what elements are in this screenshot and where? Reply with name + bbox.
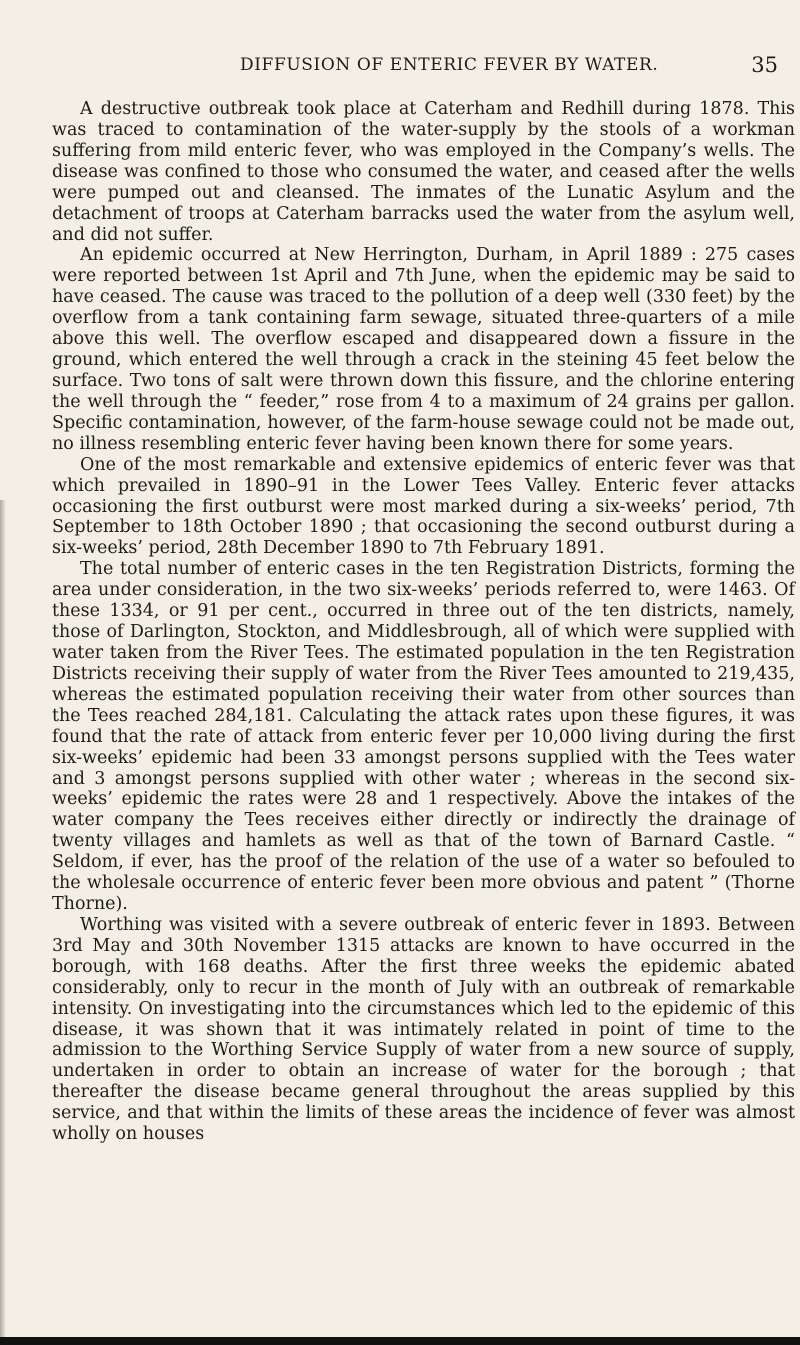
- body-text: [52, 99, 795, 1145]
- running-head: [120, 50, 778, 80]
- paragraph-new-herrington-epidemic: An epidemic occurred at New Herrington, Durham, in April 1889 : 275 cases were reported between 1st April and 7th June, when the epidemic may be said to have ceased. The cause was traced to the pollution of a deep well (330 feet) by the overflow from a tank containing farm sewage, situated three-quarters of a mile above this well. The overflow escaped and disappeared down a fissure in the ground, which entered the well through a crack in the steining 45 feet below the surface. Two tons of salt were thrown down this fissure, and the chlorine entering the well through the “ feeder,” rose from 4 to a maximum of 24 grains per gallon. Specific contamination, however, of the farm-house sewage could not be made out, no illness resembling enteric fever having been known there for some years.: [52, 245, 795, 454]
- paragraph-registration-districts: The total number of enteric cases in the ten Registration Districts, forming the area under consideration, in the two six-weeks’ periods referred to, were 1463. Of these 1334, or 91 per cent., occurred in three out of the ten districts, namely, those of Darlington, Stockton, and Middlesbrough, all of which were supplied with water taken from the River Tees. The estimated population in the ten Registration Districts receiving their supply of water from the River Tees amounted to 219,435, whereas the estimated population receiving their water from other sources than the Tees reached 284,181. Calculating the attack rates upon these figures, it was found that the rate of attack from enteric fever per 10,000 living during the first six-weeks’ epidemic had been 33 amongst persons supplied with the Tees water and 3 amongst persons supplied with other water ; whereas in the second six-weeks’ epidemic the rates were 28 and 1 respectively. Above the intakes of the water company the Tees receives either directly or indirectly the drainage of twenty villages and hamlets as well as that of the town of Barnard Castle. “ Seldom, if ever, has the proof of the relation of the use of a water so befouled to the wholesale occurrence of enteric fever been more obvious and patent ” (Thorne Thorne).: [52, 559, 795, 915]
- paragraph-tees-valley-epidemic: One of the most remarkable and extensive epidemics of enteric fever was that which prevailed in 1890–91 in the Lower Tees Valley. Enteric fever attacks occasioning the first outburst were most marked during a six-weeks’ period, 7th September to 18th October 1890 ; that occasioning the second outburst during a six-weeks’ period, 28th December 1890 to 7th February 1891.: [52, 454, 795, 559]
- page-gutter-shadow: [0, 500, 6, 1345]
- paragraph-worthing-outbreak: Worthing was visited with a severe outbreak of enteric fever in 1893. Between 3rd May and 30th November 1315 attacks are known to have occurred in the borough, with 168 deaths. After the first three weeks the epidemic abated considerably, only to recur in the month of July with an outbreak of remarkable intensity. On investigating into the circumstances which led to the epidemic of this disease, it was shown that it was intimately related in point of time to the admission to the Worthing Service Supply of water from a new source of supply, undertaken in order to obtain an increase of water for the borough ; that thereafter the disease became general throughout the areas supplied by this service, and that within the limits of these areas the incidence of fever was almost wholly on houses: [52, 914, 795, 1145]
- bottom-edge-rule: [0, 1337, 800, 1345]
- running-head-title: DIFFUSION OF ENTERIC FEVER BY WATER.: [240, 55, 659, 75]
- paragraph-caterham-outbreak: A destructive outbreak took place at Caterham and Redhill during 1878. This was traced to contamination of the water-supply by the stools of a workman suffering from mild enteric fever, who was employed in the Company’s wells. The disease was confined to those who consumed the water, and ceased after the wells were pumped out and cleansed. The inmates of the Lunatic Asylum and the detachment of troops at Caterham barracks used the water from the asylum well, and did not suffer.: [52, 99, 795, 245]
- page-number: 35: [751, 53, 778, 77]
